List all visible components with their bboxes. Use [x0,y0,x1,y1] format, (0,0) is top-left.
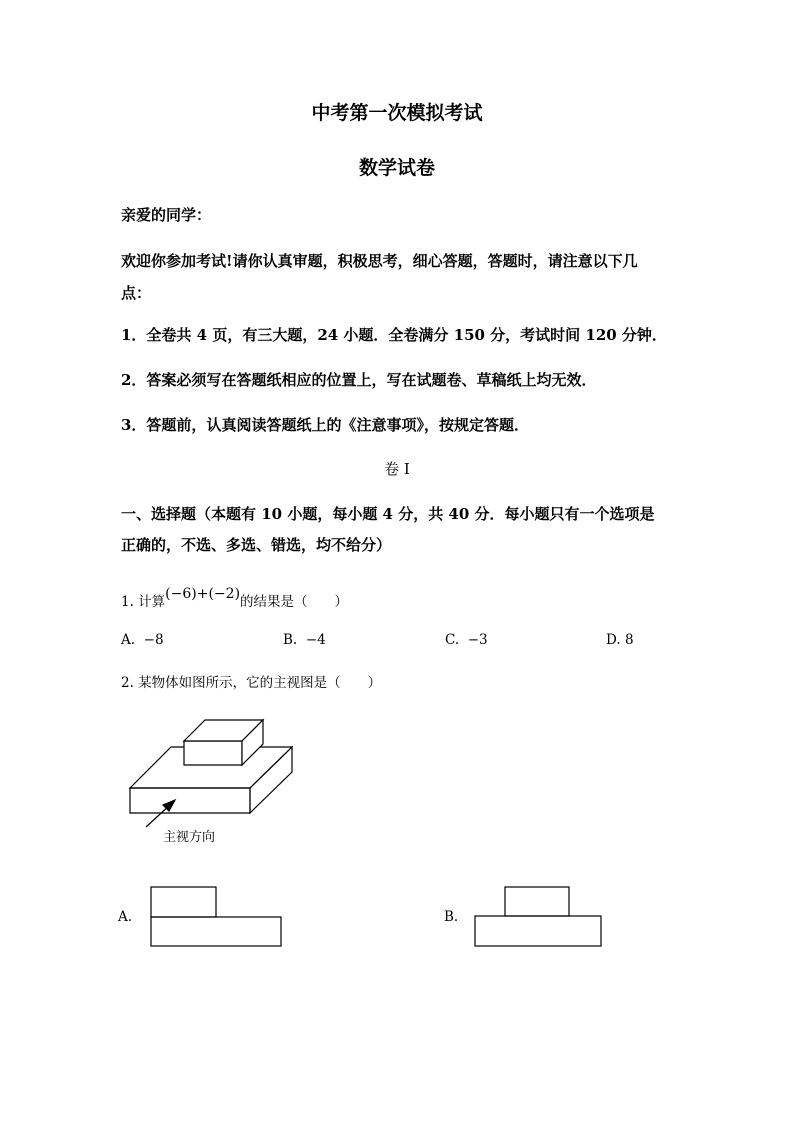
view-direction-arrow [146,804,171,827]
question-1 [121,586,349,610]
greeting: 亲爱的同学： [121,206,212,224]
option-a-label[interactable]: A. [118,909,133,925]
note-item: 2．答案必须写在答题纸相应的位置上，写在试题卷、草稿纸上均无效． [121,371,597,389]
arrow-head-icon [163,800,175,811]
option-value: 8 [624,632,634,648]
bottom-slab-side [250,747,292,813]
note-item: 1．全卷共 4 页，有三大题，24 小题．全卷满分 150 分，考试时间 120 分钟． [121,326,667,344]
section-heading-line1: 一、选择题（本题有 10 小题，每小题 4 分，共 40 分．每小题只有一个选项是 [121,505,655,523]
exam-title: 中考第一次模拟考试 [311,102,483,124]
question-1-prefix: 1. 计算 [121,594,166,610]
volume-label: 卷 I [384,460,410,478]
option-label: D. [606,632,621,648]
bottom-slab-front [130,788,250,813]
top-block-front [184,741,242,765]
option-label: B. [283,632,298,648]
question-1-expression: (−6)+(−2) [165,586,241,602]
exam-subtitle: 数学试卷 [358,157,435,179]
option-value: −4 [305,632,326,648]
note-item: 3．答题前，认真阅读答题纸上的《注意事项》，按规定答题． [121,416,529,434]
figure-caption: 主视方向 [163,830,216,845]
question-1-suffix: 的结果是（ ） [240,594,349,610]
option-label: A. [121,632,136,648]
option-b-label[interactable]: B. [444,909,459,925]
top-block-top [184,720,263,741]
option-d[interactable] [606,632,634,648]
option-label: C. [445,632,460,648]
option-a[interactable] [121,632,164,648]
section-heading-line2: 正确的，不选、多选、错选，均不给分） [121,536,392,554]
welcome-text-line2: 点： [121,284,152,302]
option-value: −3 [467,632,488,648]
option-c[interactable] [445,632,488,648]
bottom-slab-top [130,747,292,788]
question-2: 2. 某物体如图所示，它的主视图是（ ） [121,675,382,691]
option-b[interactable] [283,632,326,648]
welcome-text-line1: 欢迎你参加考试!请你认真审题，积极思考，细心答题，答题时，请注意以下几 [121,252,638,270]
top-block-side [242,720,263,765]
option-value: −8 [143,632,164,648]
